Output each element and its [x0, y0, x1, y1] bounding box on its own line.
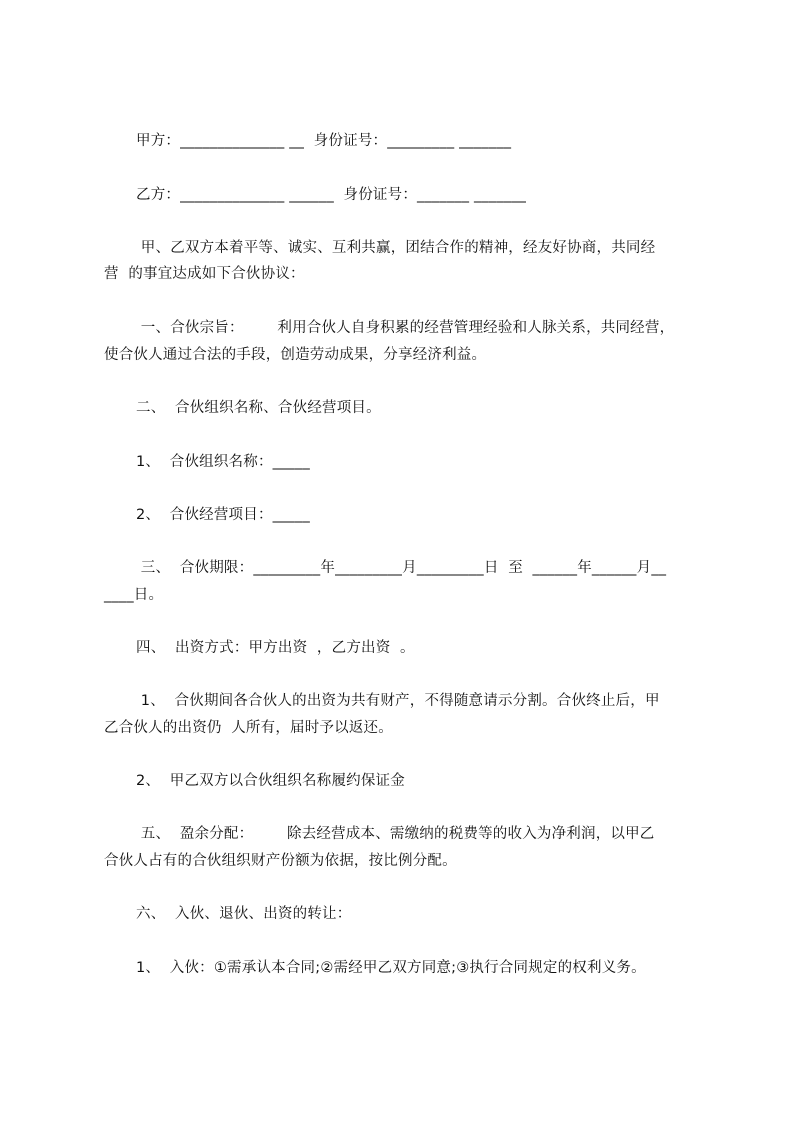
section5-line-1: 五、 盈余分配： 除去经营成本、需缴纳的税费等的收入为净利润，以甲乙 [136, 826, 655, 842]
party-a-line: 甲方：______________ __ 身份证号：_________ _______ [136, 133, 512, 149]
section4-item-1-line-1: 1、 合伙期间各合伙人的出资为共有财产，不得随意请示分割。合伙终止后，甲 [136, 693, 660, 709]
section3-line-1: 三、 合伙期限：_________年_________月_________日 至 ______年______月__ [136, 560, 667, 576]
section5-line-2: 合伙人占有的合伙组织财产份额为依据，按比例分配。 [104, 853, 457, 869]
intro-line-2: 营 的事宜达成如下合伙协议： [104, 266, 305, 282]
intro-line-1: 甲、乙双方本着平等、诚实、互利共赢，团结合作的精神，经友好协商，共同经 [136, 240, 656, 256]
party-b-line: 乙方：______________ ______ 身份证号：_______ _______ [136, 187, 527, 203]
section6-title: 六、 入伙、退伙、出资的转让： [136, 906, 352, 922]
section2-item-2: 2、 合伙经营项目：_____ [136, 507, 310, 523]
section2-title: 二、 合伙组织名称、合伙经营项目。 [136, 400, 381, 416]
section3-line-2: ____日。 [104, 587, 164, 603]
section1-line-2: 使合伙人通过合法的手段，创造劳动成果，分享经济利益。 [104, 347, 487, 363]
section1-line-1: 一、合伙宗旨： 利用合伙人自身积累的经营管理经验和人脉关系，共同经营， [136, 320, 675, 336]
section4-item-1-line-2: 乙合伙人的出资仍 人所有，届时予以返还。 [104, 720, 393, 736]
section4-item-2: 2、 甲乙双方以合伙组织名称履约保证金 [136, 773, 405, 789]
section6-item-1: 1、 入伙：①需承认本合同;②需经甲乙双方同意;③执行合同规定的权利义务。 [136, 960, 646, 976]
section2-item-1: 1、 合伙组织名称：_____ [136, 454, 310, 470]
section4-title: 四、 出资方式：甲方出资 ，乙方出资 。 [136, 640, 415, 656]
